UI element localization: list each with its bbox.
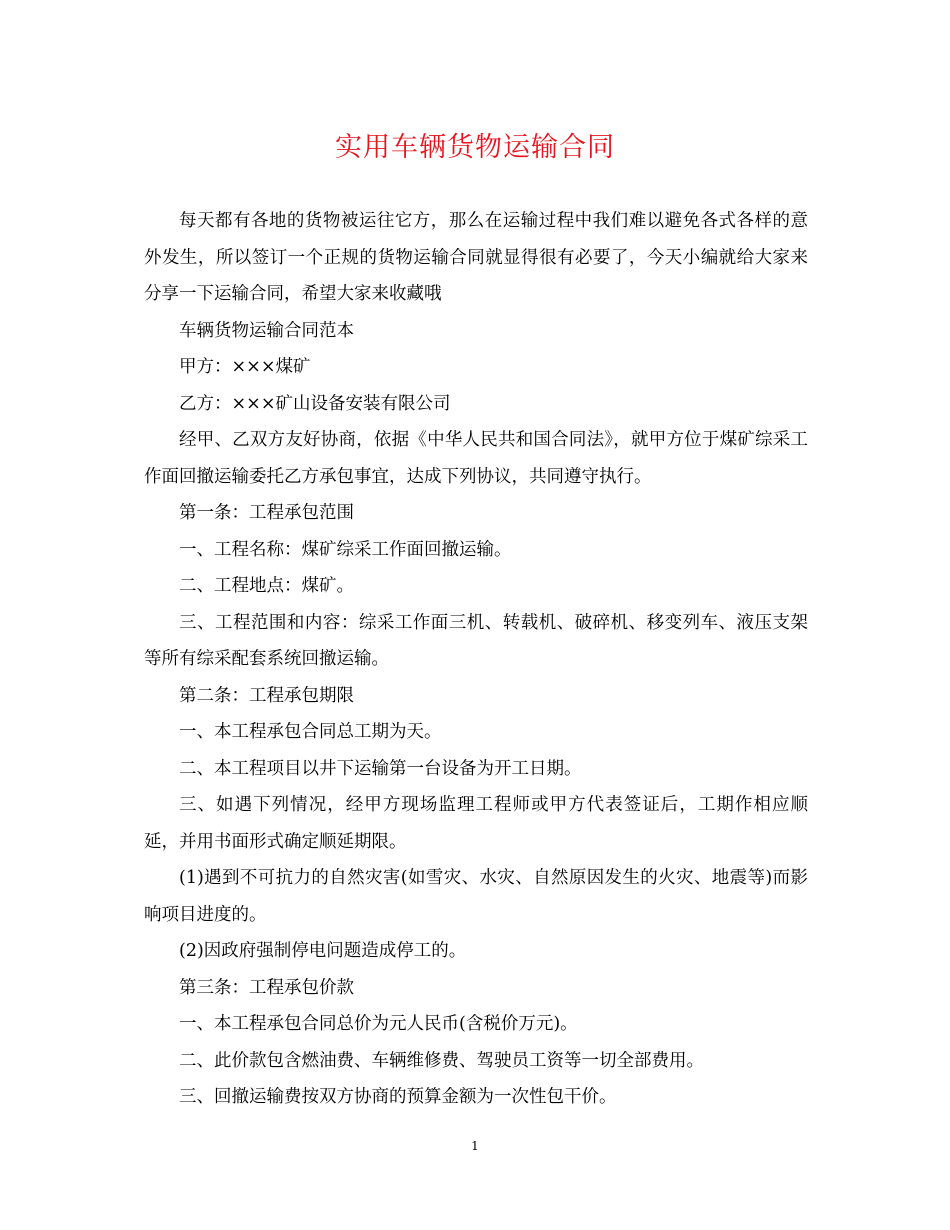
paragraph-total-period: 一、本工程承包合同总工期为天。 bbox=[179, 722, 442, 742]
document-title: 实用车辆货物运输合同 bbox=[335, 132, 615, 163]
paragraph-project-scope: 三、工程范围和内容：综采工作面三机、转载机、破碎机、移变列车、液压支架等所有综采配套系统回撤运输。 bbox=[144, 612, 808, 669]
paragraph-force-majeure: (1)遇到不可抗力的自然灾害(如雪灾、水灾、自然原因发生的火灾、地震等)而影响项目进度的。 bbox=[144, 868, 808, 925]
paragraph-power-outage: (2)因政府强制停电问题造成停工的。 bbox=[179, 941, 467, 961]
paragraph-extension-conditions: 三、如遇下列情况，经甲方现场监理工程师或甲方代表签证后，工期作相应顺延，并用书面形式确定顺延期限。 bbox=[144, 795, 808, 852]
paragraph-intro: 每天都有各地的货物被运往它方，那么在运输过程中我们难以避免各式各样的意外发生，所以签订一个正规的货物运输合同就显得很有必要了，今天小编就给大家来分享一下运输合同，希望大家来收藏哦 bbox=[144, 211, 808, 304]
paragraph-total-price: 一、本工程承包合同总价为元人民币(含税价万元)。 bbox=[179, 1014, 578, 1034]
page-number: 1 bbox=[471, 1139, 479, 1153]
paragraph-contract-template: 车辆货物运输合同范本 bbox=[179, 320, 354, 341]
paragraph-lump-sum: 三、回撤运输费按双方协商的预算金额为一次性包干价。 bbox=[179, 1087, 617, 1107]
section-heading-scope: 第一条：工程承包范围 bbox=[179, 503, 354, 523]
paragraph-start-date: 二、本工程项目以井下运输第一台设备为开工日期。 bbox=[179, 758, 582, 779]
paragraph-agreement: 经甲、乙双方友好协商，依据《中华人民共和国合同法》，就甲方位于煤矿综采工作面回撤运输委托乙方承包事宜，达成下列协议，共同遵守执行。 bbox=[144, 430, 808, 487]
section-heading-period: 第二条：工程承包期限 bbox=[179, 685, 354, 706]
paragraph-party-a: 甲方：×××煤矿 bbox=[179, 357, 311, 377]
paragraph-project-location: 二、工程地点：煤矿。 bbox=[179, 576, 354, 596]
paragraph-project-name: 一、工程名称：煤矿综采工作面回撤运输。 bbox=[179, 539, 512, 560]
section-heading-price: 第三条：工程承包价款 bbox=[179, 977, 354, 998]
paragraph-price-includes: 二、此价款包含燃油费、车辆维修费、驾驶员工资等一切全部费用。 bbox=[179, 1050, 704, 1071]
document-body bbox=[144, 203, 808, 1116]
paragraph-party-b: 乙方：×××矿山设备安装有限公司 bbox=[179, 393, 451, 414]
